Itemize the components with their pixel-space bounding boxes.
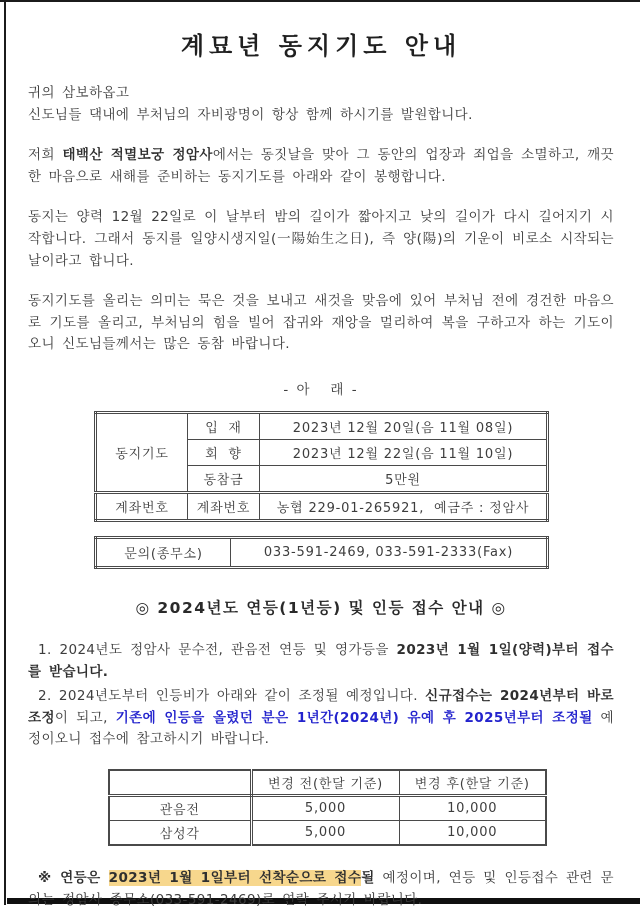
table-row [96,412,548,439]
account-label-cell: 계좌번호 [96,492,188,520]
lantern-item-1: 1. 2024년도 정암사 문수전, 관음전 연등 및 영가등을 2023년 1월 1일(양력)부터 접수를 받습니다. [28,641,614,680]
row-value-cell: 5만원 [260,465,548,492]
table-row [109,820,546,845]
row-label-cell: 동참금 [188,465,260,492]
account-label-cell-2: 계좌번호 [188,492,260,520]
contact-value-cell: 033-591-2469, 033-591-2333(Fax) [231,537,548,567]
document-page [28,0,614,911]
row-label-cell: 회 향 [188,439,260,465]
contact-label-cell: 문의(종무소) [96,537,231,567]
intro-paragraph: 저희 태백산 적멸보궁 정암사에서는 동짓날을 맞아 그 동안의 업장과 죄업을 소멸하고, 깨끗한 마음으로 새해를 준비하는 동지기도를 아래와 같이 봉행합니다. [28,147,615,185]
contact-table [94,536,549,569]
fee-after-cell: 10,000 [399,820,546,845]
account-number-row [96,492,548,520]
fee-header-after-cell: 변경 후(한달 기준) [399,770,546,796]
solstice-explanation-paragraph: 동지는 양력 12월 22일로 이 날부터 밤의 길이가 짧아지고 낮의 길이가 다시 길어지기 시작합니다. 그래서 동지를 일양시생지일(一陽始生之日), 즉 양(陽)의 기운이 비로소 시작되는 날이라고 합니다. [28,209,614,269]
row-value-cell: 2023년 12월 20일(음 11월 08일) [260,412,548,439]
table-row [109,795,546,820]
lantern-section-heading: ◎ 2024년도 연등(1년등) 및 인등 접수 안내 ◎ [135,598,507,617]
prayer-group-cell: 동지기도 [96,412,188,492]
below-divider-label: - 아 래 - [283,381,359,398]
table-row [96,537,548,567]
page-title: 계묘년 동지기도 안내 [180,32,462,60]
greeting-line-2: 신도님들 댁내에 부처님의 자비광명이 항상 함께 하시기를 발원합니다. [28,106,473,123]
fee-hall-cell: 삼성각 [109,820,251,845]
fee-change-table [108,769,547,846]
prayer-meaning-paragraph: 동지기도를 올리는 의미는 묵은 것을 보내고 새것을 맞음에 있어 부처님 전에 경건한 마음으로 기도를 올리고, 부처님의 힘을 빌어 잡귀와 재앙을 멀리하여 복을 구하고자 하는 기도이오니 신도님들께서는 많은 동참 바랍니다. [28,293,614,353]
fee-before-cell: 5,000 [251,820,399,845]
highlighted-note-paragraph: ※ 연등은 2023년 1월 1일부터 선착순으로 접수될 예정이며, 연등 및 인등접수 관련 문의는 정암사 종무소(033-591-2469)로 연락 주시기 바랍니다. [28,869,615,908]
fee-header-empty-cell [109,770,251,796]
row-label-cell: 입 재 [188,412,260,439]
fee-header-before-cell: 변경 전(한달 기준) [251,770,399,796]
fee-before-cell: 5,000 [251,795,399,820]
scan-edge-left [4,0,6,905]
fee-hall-cell: 관음전 [109,795,251,820]
greeting-line-1: 귀의 삼보하옵고 [28,85,130,101]
fee-table-header-row [109,770,546,796]
fee-after-cell: 10,000 [399,795,546,820]
lantern-item-2: 2. 2024년도부터 인등비가 아래와 같이 조정될 예정입니다. 신규접수는 2024년부터 바로 조정이 되고, 기존에 인등을 올렸던 분은 1년간(2024년) 유예 후 2025년부터 조정될 예정이오니 접수에 참고하시기 바랍니다. [28,688,614,748]
prayer-schedule-table [94,411,549,522]
account-value-cell: 농협 229-01-265921, 예금주 : 정암사 [260,492,548,520]
row-value-cell: 2023년 12월 22일(음 11월 10일) [260,439,548,465]
